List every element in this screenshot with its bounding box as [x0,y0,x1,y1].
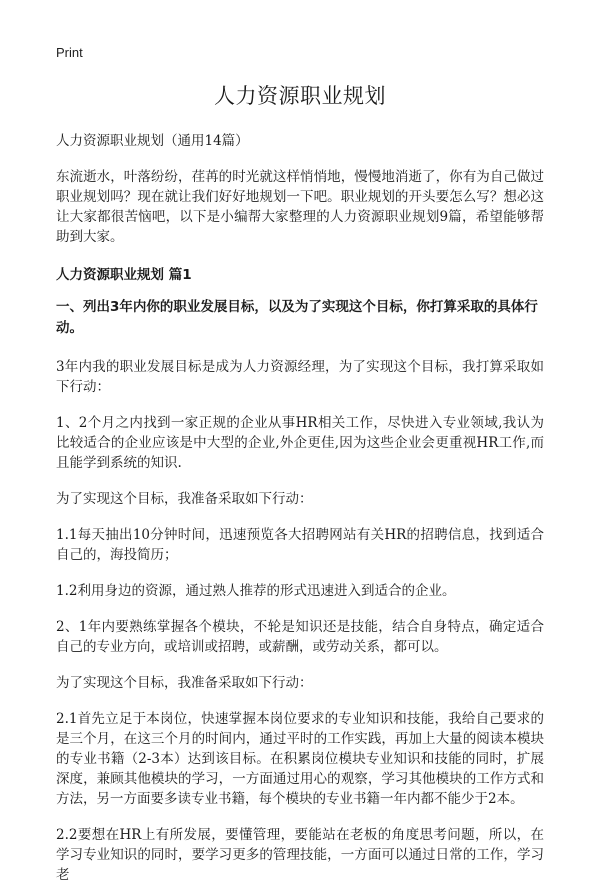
body-paragraph: 3年内我的职业发展目标是成为人力资源经理，为了实现这个目标，我打算采取如下行动： [56,359,544,395]
print-link[interactable]: Print [56,45,83,60]
intro-paragraph: 东流逝水，叶落纷纷，荏苒的时光就这样悄悄地，慢慢地消逝了，你有为自己做过职业规划吗？现在就让我们好好地规划一下吧。职业规划的开头要怎么写？想必这让大家都很苦恼吧，以下是小编帮大家整理的人力资源职业规划9篇，希望能够帮助到大家。 [56,169,544,245]
body-paragraph: 为了实现这个目标，我准备采取如下行动： [56,491,313,507]
body-paragraph: 为了实现这个目标，我准备采取如下行动： [56,675,313,691]
body-paragraph: 1.1每天抽出10分钟时间，迅速预览各大招聘网站有关HR的招聘信息，找到适合自己的，海投简历； [56,527,544,563]
body-paragraph: 2.1首先立足于本岗位，快速掌握本岗位要求的专业知识和技能，我给自己要求的是三个月，在这三个月的时间内，通过平时的工作实践，再加上大量的阅读本模块的专业书籍（2-3本）达到该目标。在积累岗位模块专业知识和技能的同时，扩展深度，兼顾其他模块的学习，一方面通过用心的观察，学习其他模块的工作方式和方法，另一方面要多读专业书籍，每个模块的专业书籍一年内都不能少于2本。 [56,711,544,807]
question-heading: 一、列出3年内你的职业发展目标，以及为了实现这个目标，你打算采取的具体行动。 [56,299,538,336]
section-heading: 人力资源职业规划 篇1 [56,267,192,283]
body-paragraph: 2.2要想在HR上有所发展，要懂管理，要能站在老板的角度思考问题，所以，在学习专业知识的同时，要学习更多的管理技能，一方面可以通过日常的工作，学习老 [56,827,544,883]
page-title: 人力资源职业规划 [214,84,386,108]
body-paragraph: 1.2利用身边的资源，通过熟人推荐的形式迅速进入到适合的企业。 [56,583,456,599]
body-paragraph: 1、2个月之内找到一家正规的企业从事HR相关工作，尽快进入专业领域,我认为比较适合的企业应该是中大型的企业,外企更佳,因为这些企业会更重视HR工作,而且能学到系统的知识. [56,415,544,471]
body-paragraph: 2、1年内要熟练掌握各个模块，不轮是知识还是技能，结合自身特点，确定适合自己的专业方向，或培训或招聘，或薪酬，或劳动关系，都可以。 [56,619,544,655]
document-subtitle: 人力资源职业规划（通用14篇） [56,133,249,149]
